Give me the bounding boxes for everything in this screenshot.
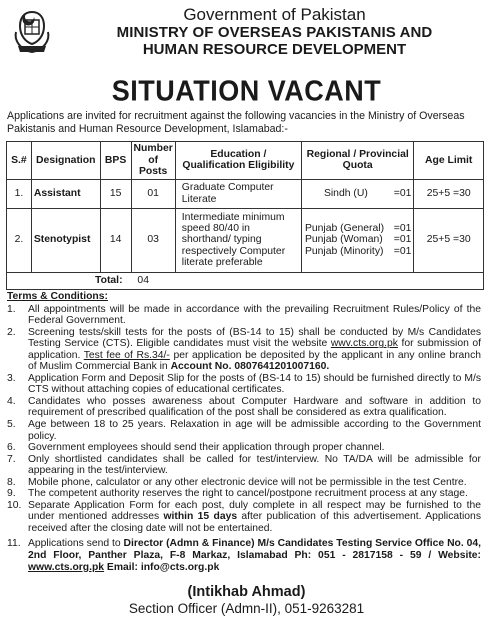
row1-designation: Assistant [31,179,100,208]
ministry-heading-line1: MINISTRY OF OVERSEAS PAKISTANIS AND [116,24,433,41]
terms-section [7,291,481,573]
row2-quota2-region: Punjab (Woman) [304,234,383,246]
term-item: 3. Application Form and Deposit Slip for the posts of (BS-14 to 15) should be furnished directly to M/s CTS without attaching copies of educational certificates. [7,372,481,396]
row1-sno: 1. [7,179,32,208]
total-value: 04 [137,274,149,286]
term-item: 6. Government employees should send their application through proper channel. [7,442,385,454]
row1-quota-count: =01 [393,187,412,199]
website-link[interactable]: www.cts.org.pk [28,561,105,573]
row1-posts: 01 [131,179,175,208]
row1-age: 25+5 =30 [414,179,484,208]
row1-quota-region: Sindh (U) [323,187,368,199]
header-age: Age Limit [414,142,484,180]
table-row [7,208,484,272]
header-bps: BPS [100,142,131,180]
row2-designation: Stenotypist [31,208,100,272]
signatory-name: (Intikhab Ahmad) [187,584,306,600]
header-sno: S.# [7,142,32,180]
row1-education: Graduate Computer Literate [175,179,301,208]
row2-sno: 2. [7,208,32,272]
header-posts: Number of Posts [131,142,175,180]
row2-bps: 14 [100,208,131,272]
header-quota: Regional / Provincial Quota [301,142,413,180]
email-text: Email: info@cts.org.pk [104,561,220,573]
row1-quota [301,179,413,208]
table-row [7,179,484,208]
address-block: Director (Admn & Finance) M/s Candidates Testing Service Office No. 04, 2nd Floor, Panther Plaza, F-8 Markaz, Islamabad Ph: 051 - 2817158 - 59 / Website: [28,538,482,562]
term-item: 9. The competent authority reserves the right to cancel/postpone recruitment process at any stage. [7,488,468,500]
term-item: 4. Candidates who posses awareness about Computer Hardware and software in addition to requirement of prescribed qualification of the post shall be considered as extra qualification. [7,395,481,419]
row2-quota3-region: Punjab (Minority) [304,245,384,257]
vacancy-table [6,141,484,290]
table-header-row [7,142,484,180]
term-item: 11. Applications send to Director (Admn & Finance) M/s Candidates Testing Service Office No. 04, 2nd Floor, Panther Plaza, F-8 Markaz, Islamabad Ph: 051 - 2817158 - 59 / Website: www.cts.org.pk Email: info@cts.org.pk [7,538,482,573]
intro-paragraph: Applications are invited for recruitment against the following vacancies in the Ministry of Overseas Pakistanis and Human Resource Development, Islamabad:- [7,110,465,135]
row2-quota1-count: =01 [393,223,412,235]
row2-education: Intermediate minimum speed 80/40 in shorthand/ typing respectively Computer literate preferable [175,208,301,272]
government-heading: Government of Pakistan [183,5,366,24]
account-number: Account No. 0807641201007160. [170,361,330,373]
test-fee: Test fee of Rs.34/- [83,349,170,361]
term-item: 5. Age between 18 to 25 years. Relaxation in age will be admissible according to the Government policy. [7,419,481,442]
ministry-heading-line2: HUMAN RESOURCE DEVELOPMENT [142,41,407,58]
header-designation: Designation [31,142,100,180]
term-item: 10. Separate Application Form for each post, duly complete in all respect may be furnished to the under mentioned addresses within 15 days after publication of this advertisement. Applications received after the closing date will not be entertained. [7,499,481,534]
term-item: 2. Screening tests/skill tests for the posts of (BS-14 to 15) shall be conducted by M/s Candidates Testing Service (CTS). Eligible candidates must visit the website wwv.cts.org.pk for submission of application. Test fee of Rs.34/- per application be deposited by the applicant in any online branch of Muslim Commercial Bank in Account No. 0807641201007160. [7,326,482,373]
terms-heading: Terms & Conditions: [7,291,108,302]
row2-age: 25+5 =30 [414,208,484,272]
cts-website-link[interactable]: wwv.cts.org.pk [330,338,398,350]
total-label: Total: [95,274,123,286]
header-education: Education / Qualification Eligibility [175,142,301,180]
page-title: SITUATION VACANT [111,75,382,107]
term-item: 1. All appointments will be made in accordance with the prevailing Recruitment Rules/Policy of the Federal Government. [7,303,481,327]
row2-posts: 03 [131,208,175,272]
table-row [7,272,484,289]
signatory-title: Section Officer (Admn-II), 051-9263281 [128,601,365,616]
row2-quota [301,208,413,272]
row2-quota3-count: =01 [393,245,412,257]
term-item: 7. Only shortlisted candidates shall be called for test/interview. No TA/DA will be admissible for appearing in the test/interview. [7,453,481,477]
row2-quota2-count: =01 [393,234,412,246]
term-item: 8. Mobile phone, calculator or any other electronic device will not be permissible in the test Centre. [7,476,467,488]
row2-quota1-region: Punjab (General) [304,223,385,235]
row1-bps: 15 [100,179,131,208]
state-emblem-icon [12,8,52,56]
